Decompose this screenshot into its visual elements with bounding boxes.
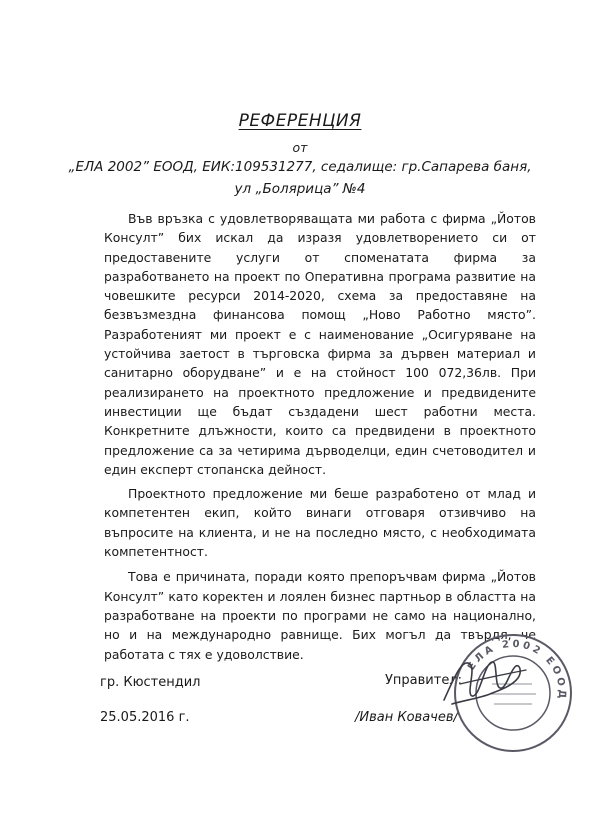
date: 25.05.2016 г. — [100, 710, 190, 725]
city: гр. Кюстендил — [100, 675, 201, 690]
handwritten-signature — [440, 650, 530, 710]
signature-underline — [460, 670, 526, 684]
company-details — [0, 156, 600, 200]
stamp-ring-textpath: ЕЛА 2002 ЕООД — [465, 638, 568, 702]
signature-stroke — [444, 662, 520, 704]
company-line-2: ул „Болярица” №4 — [234, 181, 366, 197]
signer-position: Управител: — [385, 673, 463, 688]
document-title: РЕФЕРЕНЦИЯ — [238, 111, 362, 131]
company-line-1: „ЕЛА 2002” ЕООД, ЕИК:109531277, седалище: гр.Сапарева баня, — [68, 159, 532, 175]
paragraph-3: Това е причината, поради която препоръчвам фирма „Йотов Консулт” като коректен и лоялен бизнес партньор в областта на разработване на проекти по програми не само на национално, но и на международно равнище. Бих могъл да твърдя, че работата с тях е удоволствие. — [104, 569, 536, 662]
signer-name: /Иван Ковачев/ — [355, 710, 458, 725]
paragraph-2: Проектното предложение ми беше разработено от млад и компетентен екип, който винаги отговаря отзивчиво на въпросите на клиента, и не на последно място, с необходимата компетентност. — [104, 486, 536, 560]
paragraph-1: Във връзка с удовлетворяващата ми работа с фирма „Йотов Консулт” бих искал да изразя удовлетворението си от предоставените услуги от споменатата фирма за разработването на проект по Оперативна програма развитие на човешките ресурси 2014-2020, схема за предоставяне на безвъзмездна финансова помощ „Ново Работно място”. Разработеният ми проект е с наименование „Осигуряване на устойчива заетост в търговска фирма за дървен материал и санитарно оборудване” и е на стойност 100 072,36лв. При реализирането на проектното предложение и предвидените инвестиции ще бъдат създадени шест работни места. Конкретните длъжности, които са предвидени в проектното предложение са за четирима дърводелци, един счетоводител и един експерт стопанска дейност. — [104, 211, 536, 477]
from-label: от — [292, 140, 308, 155]
reference-body — [104, 209, 536, 664]
